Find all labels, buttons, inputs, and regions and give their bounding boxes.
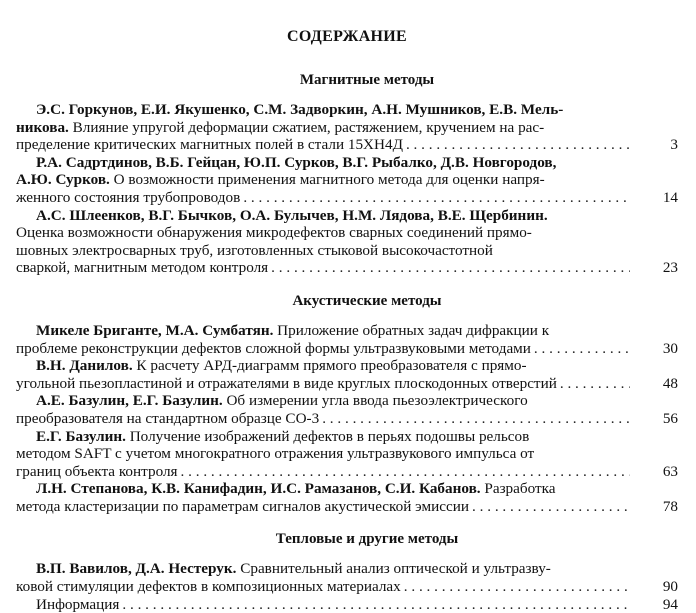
entry-authors: Е.Г. Базулин. — [36, 427, 126, 445]
toc-title: СОДЕРЖАНИЕ — [286, 28, 408, 45]
section-title: Магнитные методы — [299, 72, 435, 88]
entry-title-text: Влияние упругой деформации сжатием, растяжением, кручением на рас- — [68, 118, 545, 136]
toc-entry[interactable] — [16, 357, 678, 392]
entry-title-text: К расчету АРД-диаграмм прямого преобразователя с прямо- — [132, 357, 527, 375]
leader-dots — [271, 259, 630, 277]
entry-line — [16, 242, 630, 260]
toc-section — [16, 293, 678, 516]
toc-entry[interactable] — [16, 596, 678, 613]
toc-section — [16, 531, 678, 613]
entry-authors: Р.А. Садртдинов, В.Б. Гейцан, Ю.П. Сурков, В.Г. Рыбалко, Д.В. Новгородов, — [36, 153, 557, 171]
entry-title-text: методом SAFT с учетом многократного отражения ультразвукового импульса от — [16, 445, 535, 463]
leader-dots — [472, 498, 630, 516]
entry-title-text: женного состояния трубопроводов — [16, 188, 241, 206]
entry-title-text: Оценка возможности обнаружения микродефектов сварных соединений прямо- — [16, 224, 532, 242]
toc-entry[interactable] — [16, 322, 678, 357]
page-number: 48 — [662, 374, 678, 392]
entry-authors: А.С. Шлеенков, В.Г. Бычков, О.А. Булычев, Н.М. Лядова, В.Е. Щербинин. — [36, 206, 548, 224]
entry-line — [16, 224, 630, 242]
toc-entry[interactable] — [16, 207, 678, 277]
entry-authors: Э.С. Горкунов, Е.И. Якушенко, С.М. Задворкин, А.Н. Мушников, Е.В. Мель- — [36, 101, 564, 118]
page-number: 63 — [662, 462, 678, 480]
leader-dots — [406, 136, 630, 154]
leader-dots — [560, 375, 630, 393]
entry-line — [16, 480, 630, 498]
page-number: 14 — [662, 188, 678, 206]
entry-line — [16, 207, 630, 225]
entry-authors: Л.Н. Степанова, К.В. Канифадин, И.С. Рамазанов, С.И. Кабанов. — [36, 480, 481, 498]
entry-line — [16, 357, 630, 375]
entry-line — [16, 340, 630, 358]
leader-dots — [534, 340, 630, 358]
entry-authors: В.Н. Данилов. — [36, 357, 133, 375]
entry-line — [16, 259, 630, 277]
leader-dots — [243, 189, 630, 207]
entry-line — [16, 428, 630, 446]
toc-entry[interactable] — [16, 392, 678, 427]
entry-title-text: Приложение обратных задач дифракции к — [273, 321, 550, 339]
entry-title-text: ковой стимуляции дефектов в композиционных материалах — [16, 578, 401, 596]
entry-line — [16, 119, 630, 137]
toc-section — [16, 72, 678, 277]
leader-dots — [122, 596, 630, 613]
page-number: 78 — [662, 497, 678, 515]
entry-title-text: Сравнительный анализ оптической и ультразву- — [236, 560, 551, 578]
entry-title-text: Информация — [36, 595, 120, 613]
entry-title-text: Об измерении угла ввода пьезоэлектрического — [222, 392, 528, 410]
entry-title-text: шовных электросварных труб, изготовленных стыковой высокочастотной — [16, 241, 493, 259]
entry-line — [16, 154, 630, 172]
entry-title-text: преобразователя на стандартном образце СО-3 — [16, 409, 320, 427]
entry-line — [16, 136, 630, 154]
page-number: 3 — [670, 136, 678, 154]
entry-line — [16, 189, 630, 207]
page-number: 30 — [662, 339, 678, 357]
entry-line — [16, 375, 630, 393]
leader-dots — [404, 578, 630, 596]
toc-entry[interactable] — [16, 560, 678, 595]
entry-title-text: проблеме реконструкции дефектов сложной формы ультразвуковыми методами — [16, 339, 531, 357]
section-title: Акустические методы — [292, 292, 442, 309]
toc-entry[interactable] — [16, 480, 678, 515]
entry-authors: А.Е. Базулин, Е.Г. Базулин. — [36, 392, 223, 410]
leader-dots — [322, 410, 630, 428]
entry-line — [16, 392, 630, 410]
entry-line — [16, 578, 630, 596]
page-number: 94 — [662, 595, 678, 613]
toc-entry[interactable] — [16, 154, 678, 207]
entry-title-text: сваркой, магнитным методом контроля — [16, 259, 269, 277]
leader-dots — [181, 463, 630, 481]
entry-line — [16, 498, 630, 516]
entry-title-text: Получение изображений дефектов в перьях подошвы рельсов — [125, 427, 530, 445]
entry-authors: А.Ю. Сурков. — [16, 171, 110, 189]
entry-title-text: границ объекта контроля — [16, 462, 178, 480]
entry-title-text: пределение критических магнитных полей в стали 15ХН4Д — [16, 136, 403, 154]
toc-entry[interactable] — [16, 101, 678, 154]
entry-line — [16, 445, 630, 463]
entry-title-text: метода кластеризации по параметрам сигналов акустической эмиссии — [16, 497, 470, 515]
entry-line — [16, 410, 630, 428]
section-title: Тепловые и другие методы — [275, 531, 459, 548]
entry-title-text: О возможности применения магнитного метода для оценки напря- — [109, 171, 545, 189]
entry-title-text: Разработка — [480, 480, 556, 498]
entry-line — [16, 171, 630, 189]
page-number: 23 — [662, 259, 678, 277]
page-number: 90 — [662, 578, 678, 596]
entry-line — [16, 101, 630, 119]
entry-line — [16, 560, 630, 578]
entry-authors: Микеле Бриганте, М.А. Сумбатян. — [36, 321, 274, 339]
entry-line — [16, 596, 630, 613]
entry-authors: никова. — [16, 118, 69, 136]
toc-sections — [16, 72, 678, 613]
entry-line — [16, 322, 630, 340]
page-number: 56 — [662, 409, 678, 427]
entry-line — [16, 463, 630, 481]
entry-title-text: угольной пьезопластиной и отражателями в виде круглых плоскодонных отверстий — [16, 374, 557, 392]
entry-authors: В.П. Вавилов, Д.А. Нестерук. — [36, 560, 237, 578]
toc-entry[interactable] — [16, 428, 678, 481]
